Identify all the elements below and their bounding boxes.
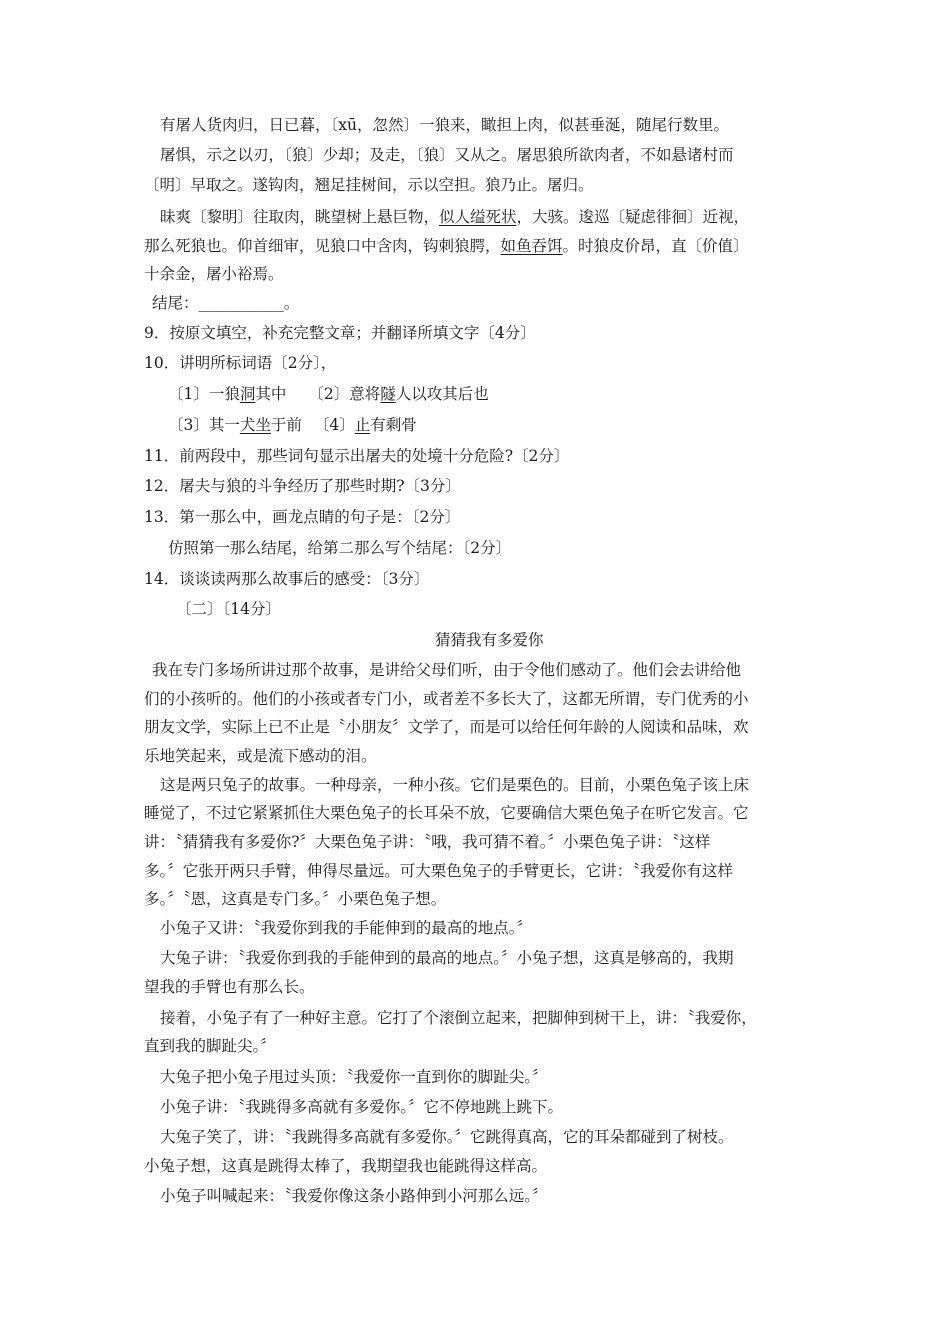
text-segment: 。时狼皮价昂，直〔价值〕: [562, 237, 749, 255]
article-line: 大兔子笑了，讲：〝我跳得多高就有多爱你。〞它跳得真高，它的耳朵都碰到了树枝。: [160, 1128, 734, 1146]
article-line: 乐地笑起来，或是流下感动的泪。: [144, 747, 377, 765]
text-segment: ，大骇。逡巡〔疑虑徘徊〕近视，: [516, 208, 750, 226]
article-line: 这是两只兔子的故事。一种母亲，一种小孩。它们是栗色的。目前，小栗色兔子该上床: [160, 776, 750, 794]
underlined-phrase: 如鱼吞饵: [500, 237, 563, 255]
question-10-items-row-1: [168, 383, 489, 405]
text-segment: 那么死狼也。仰首细审，见狼口中含肉，钩刺狼腭，: [144, 237, 501, 255]
section-header: 〔二〕〔14分〕: [176, 600, 281, 618]
article-line: 直到我的脚趾尖。〞: [144, 1037, 276, 1055]
ending-blank: 结尾：___________。: [152, 294, 300, 312]
underlined-phrase: 似人缢死状: [439, 208, 517, 226]
underlined-word: 止: [354, 416, 371, 434]
question-10-items-row-2: [168, 414, 417, 436]
article-line: 睡觉了，不过它紧紧抓住大栗色兔子的长耳朵不放，它要确信大栗色兔子在听它发言。它: [144, 804, 749, 822]
article-line: 小兔子想，这真是跳得太棒了，我期望我也能跳得这样高。: [144, 1157, 548, 1175]
passage-paragraph-3-line-2: [144, 235, 749, 257]
text-segment: 其中: [255, 385, 287, 403]
text-segment: 〔3〕其一: [168, 416, 240, 434]
underlined-word: 隧: [380, 385, 396, 403]
article-line: 朋友文学，实际上已不止是〝小朋友〞文学了，而是可以给任何年龄的人阅读和品味，欢: [144, 718, 749, 736]
text-segment: 于前: [270, 416, 302, 434]
article-line: 小兔子又讲：〝我爱你到我的手能伸到的最高的地点。〞: [160, 919, 533, 937]
text-segment: 昧爽〔黎明〕往取肉，眺望树上悬巨物，: [160, 208, 440, 226]
question-10: 10．讲明所标词语〔2分〕，: [144, 354, 337, 372]
passage-paragraph-2-line-2: 〔明〕早取之。遂钩肉，翘足挂树间，示以空担。狼乃止。屠归。: [144, 176, 594, 194]
article-line: 接着，小兔子有了一种好主意。它打了个滚倒立起来，把脚伸到树干上，讲：〝我爱你，: [160, 1009, 757, 1027]
text-segment: 有剩骨: [370, 416, 417, 434]
text-segment: 人以攻其后也: [395, 385, 489, 403]
article-line: 小兔子叫喊起来：〝我爱你像这条小路伸到小河那么远。〞: [160, 1187, 548, 1205]
underlined-word: 犬坐: [239, 416, 271, 434]
passage-paragraph-2-line-1: 屠惧，示之以刃，〔狼〕少却；及走，〔狼〕又从之。屠思狼所欲肉者，不如悬诸村而: [160, 146, 734, 164]
question-11: 11．前两段中，那些词句显示出屠夫的处境十分危险?〔2分〕: [144, 447, 570, 465]
passage-paragraph-3-line-1: [160, 206, 749, 228]
article-line: 讲：〝猜猜我有多爱你?〞大栗色兔子讲：〝哦，我可猜不着。〞小栗色兔子讲：〝这样: [144, 833, 711, 851]
article-line: 望我的手臂也有那么长。: [144, 978, 315, 996]
article-line: 大兔子讲：〝我爱你到我的手能伸到的最高的地点。〞小兔子想，这真是够高的，我期: [160, 949, 734, 967]
question-14: 14．谈谈读两那么故事后的感受：〔3分〕: [144, 570, 430, 588]
question-13: 13．第一那么中，画龙点睛的句子是：〔2分〕: [144, 508, 461, 526]
underlined-word: 洞: [239, 385, 256, 403]
text-segment: 〔4〕: [313, 416, 355, 434]
article-line: 大兔子把小兔子甩过头顶：〝我爱你一直到你的脚趾尖。〞: [160, 1068, 548, 1086]
question-12: 12．屠夫与狼的斗争经历了那些时期?〔3分〕: [144, 477, 461, 495]
article-title: 猜猜我有多爱你: [435, 631, 544, 649]
text-segment: 〔1〕一狼: [168, 385, 240, 403]
article-line: 多。〞它张开两只手臂，伸得尽量远。可大栗色兔子的手臂更长，它讲：〝我爱你有这样: [144, 862, 734, 880]
passage-paragraph-1: 有屠人货肉归，日已暮，〔xū，忽然〕一狼来，瞰担上肉，似甚垂涎，随尾行数里。: [160, 116, 729, 134]
article-line: 们的小孩听的。他们的小孩或者专门小，或者差不多长大了，这都无所谓，专门优秀的小: [144, 690, 749, 708]
article-line: 我在专门多场所讲过那个故事，是讲给父母们听，由于令他们感动了。他们会去讲给他: [152, 661, 742, 679]
passage-paragraph-3-line-3: 十余金，屠小裕焉。: [144, 265, 284, 283]
question-13-follow-up: 仿照第一那么结尾，给第二那么写个结尾：〔2分〕: [168, 539, 512, 557]
question-9: 9．按原文填空，补充完整文章；并翻译所填文字〔4分〕: [144, 324, 536, 342]
text-segment: 〔2〕意将: [308, 385, 381, 403]
article-line: 小兔子讲：〝我跳得多高就有多爱你。〞它不停地跳上跳下。: [160, 1098, 564, 1116]
article-line: 多。〞〝恩，这真是专门多。〞小栗色兔子想。: [144, 890, 447, 908]
